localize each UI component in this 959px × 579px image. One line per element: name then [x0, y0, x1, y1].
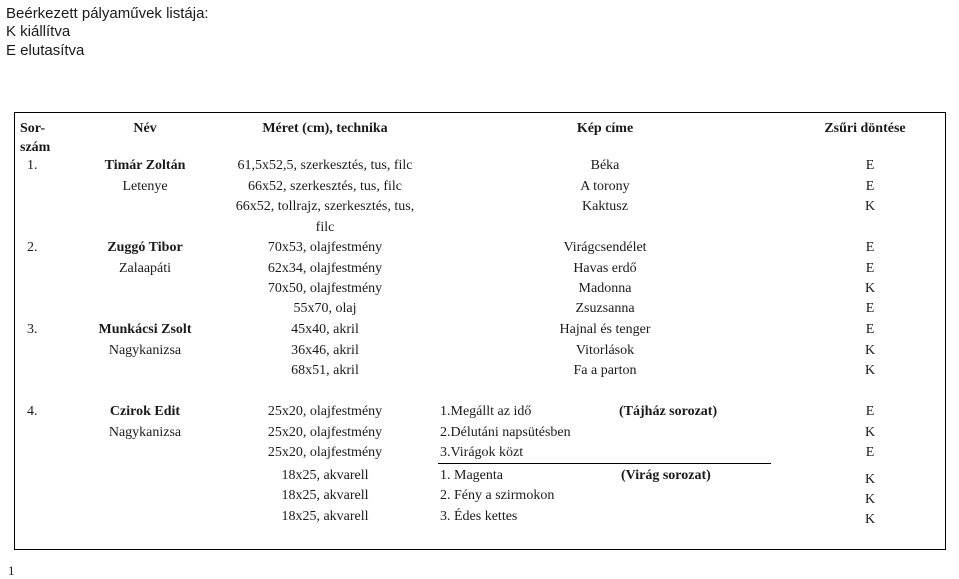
jury-verdict: E [865, 445, 875, 460]
header-name: Név [133, 121, 157, 136]
artist-town: Zalaapáti [118, 261, 172, 276]
table-bottom-border [14, 549, 946, 550]
legend-k: K kiállítva [6, 23, 71, 40]
size-technique: 62x34, olajfestmény [267, 261, 383, 276]
header-title: Kép címe [576, 121, 634, 136]
table-top-border [14, 112, 946, 113]
size-technique: 36x46, akril [291, 343, 359, 358]
page-number: 1 [8, 563, 15, 578]
size-technique: 66x52, szerkesztés, tus, filc [248, 179, 402, 194]
jury-verdict: E [865, 240, 875, 255]
entry-number: 3. [27, 322, 38, 337]
entry-number: 1. [27, 158, 38, 173]
size-technique: 70x50, olajfestmény [267, 281, 383, 296]
artwork-title: 3.Virágok közt [440, 445, 524, 460]
artwork-title: 2. Fény a szirmokon [440, 488, 555, 503]
series-label: (Virág sorozat) [621, 468, 711, 483]
size-technique: 25x20, olajfestmény [267, 425, 383, 440]
table-left-border [14, 112, 15, 550]
jury-verdict: K [864, 472, 876, 487]
header-num-1: Sor- [20, 121, 46, 136]
list-title: Beérkezett pályaművek listája: [6, 5, 209, 22]
artwork-title: Vitorlások [575, 343, 635, 358]
size-technique: 18x25, akvarell [281, 468, 369, 483]
header-size: Méret (cm), technika [262, 121, 388, 136]
jury-verdict: K [864, 492, 876, 507]
jury-verdict: E [865, 404, 875, 419]
artwork-title: Zsuzsanna [575, 301, 635, 316]
jury-verdict: K [864, 425, 876, 440]
jury-verdict: K [864, 199, 876, 214]
artist-name: Czirok Edit [109, 404, 181, 419]
series-label: (Tájház sorozat) [619, 404, 718, 419]
header-num-2: szám [20, 140, 51, 155]
artist-town: Nagykanizsa [108, 425, 182, 440]
artist-name: Munkácsi Zsolt [98, 322, 192, 337]
artist-town: Letenye [122, 179, 168, 194]
size-technique: 18x25, akvarell [281, 488, 369, 503]
artwork-title: A torony [580, 179, 630, 194]
size-technique: 68x51, akril [291, 363, 359, 378]
artwork-title: Madonna [578, 281, 632, 296]
size-technique: 45x40, akril [291, 322, 359, 337]
jury-verdict: K [864, 363, 876, 378]
artist-town: Nagykanizsa [108, 343, 182, 358]
size-technique: 25x20, olajfestmény [267, 404, 383, 419]
artwork-title: Havas erdő [573, 261, 637, 276]
artwork-title: 1.Megállt az idő [440, 404, 532, 419]
jury-verdict: K [864, 343, 876, 358]
size-technique: 25x20, olajfestmény [267, 445, 383, 460]
jury-verdict: E [865, 322, 875, 337]
size-technique: 66x52, tollrajz, szerkesztés, tus, [235, 199, 415, 214]
artwork-title: Virágcsendélet [563, 240, 647, 255]
size-technique: filc [315, 220, 335, 235]
size-technique: 55x70, olaj [293, 301, 357, 316]
artwork-title: Fa a parton [573, 363, 637, 378]
table-right-border [945, 112, 946, 550]
size-technique: 18x25, akvarell [281, 509, 369, 524]
artwork-title: Béka [590, 158, 620, 173]
entry-number: 2. [27, 240, 38, 255]
artist-name: Timár Zoltán [104, 158, 186, 173]
artwork-title: 2.Délutáni napsütésben [440, 425, 571, 440]
jury-verdict: K [864, 281, 876, 296]
artist-name: Zuggó Tibor [107, 240, 183, 255]
jury-verdict: E [865, 301, 875, 316]
jury-verdict: E [865, 179, 875, 194]
jury-verdict: E [865, 261, 875, 276]
artwork-title: Kaktusz [582, 199, 628, 214]
size-technique: 70x53, olajfestmény [267, 240, 383, 255]
artwork-title: Hajnal és tenger [559, 322, 651, 337]
title-separator [438, 463, 771, 464]
artwork-title: 3. Édes kettes [440, 509, 518, 524]
header-verdict: Zsűri döntése [824, 121, 906, 136]
size-technique: 61,5x52,5, szerkesztés, tus, filc [237, 158, 413, 173]
jury-verdict: E [865, 158, 875, 173]
artwork-title: 1. Magenta [440, 468, 503, 483]
entry-number: 4. [27, 404, 38, 419]
jury-verdict: K [864, 512, 876, 527]
legend-e: E elutasítva [6, 42, 85, 59]
